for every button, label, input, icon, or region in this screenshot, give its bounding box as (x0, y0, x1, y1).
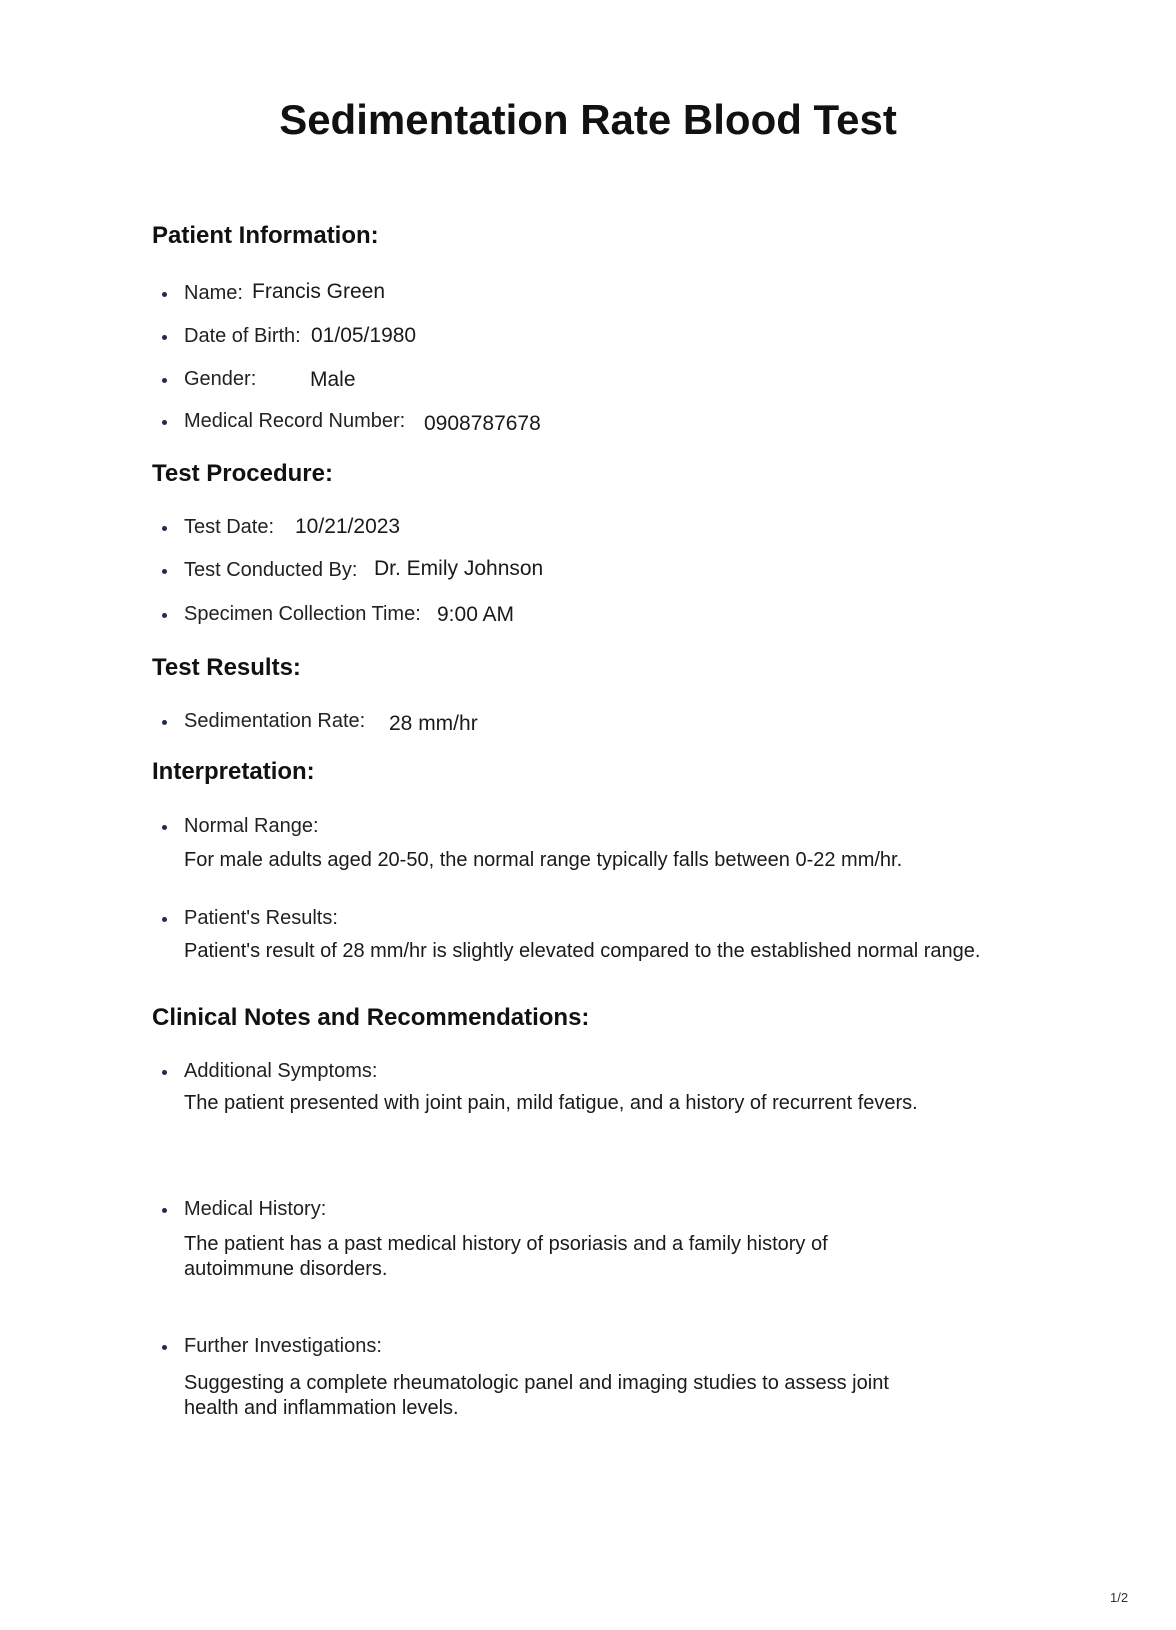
value-date-of-birth: 01/05/1980 (311, 324, 417, 347)
label-additional-symptoms: Additional Symptoms: (184, 1060, 378, 1082)
label-name: Name: (184, 282, 243, 304)
label-further-investigations: Further Investigations: (184, 1335, 382, 1357)
label-test-date: Test Date: (184, 516, 275, 538)
page-number: 1/2 (1110, 1590, 1129, 1605)
heading-interpretation: Interpretation: (152, 758, 315, 785)
heading-clinical-notes: Clinical Notes and Recommendations: (152, 1004, 590, 1031)
heading-test-results: Test Results: (152, 654, 301, 681)
value-name: Francis Green (252, 280, 386, 303)
label-patients-results: Patient's Results: (184, 907, 338, 929)
text-additional-symptoms: The patient presented with joint pain, mild fatigue, and a history of recurrent fevers. (184, 1092, 918, 1114)
text-medical-history: The patient has a past medical history of psoriasis and a family history of autoimmune disorders. (184, 1233, 828, 1280)
text-patients-results: Patient's result of 28 mm/hr is slightly elevated compared to the established normal range. (184, 940, 981, 962)
label-medical-record-number: Medical Record Number: (184, 410, 406, 432)
value-sedimentation-rate: 28 mm/hr (389, 712, 478, 735)
value-test-date: 10/21/2023 (295, 515, 401, 538)
text-further-investigations: Suggesting a complete rheumatologic panel and imaging studies to assess joint health and inflammation levels. (184, 1372, 889, 1419)
label-specimen-collection-time: Specimen Collection Time: (184, 603, 421, 625)
heading-test-procedure: Test Procedure: (152, 460, 333, 487)
label-date-of-birth: Date of Birth: (184, 325, 301, 347)
value-gender: Male (310, 368, 356, 391)
label-test-conducted-by: Test Conducted By: (184, 559, 358, 581)
label-normal-range: Normal Range: (184, 815, 319, 837)
value-test-conducted-by: Dr. Emily Johnson (374, 557, 544, 580)
label-medical-history: Medical History: (184, 1198, 327, 1220)
text-normal-range: For male adults aged 20-50, the normal range typically falls between 0-22 mm/hr. (184, 849, 903, 871)
value-medical-record-number: 0908787678 (424, 412, 541, 435)
document-title: Sedimentation Rate Blood Test (279, 96, 897, 143)
value-specimen-collection-time: 9:00 AM (437, 603, 515, 626)
label-gender: Gender: (184, 368, 257, 390)
label-sedimentation-rate: Sedimentation Rate: (184, 710, 366, 732)
heading-patient-information: Patient Information: (152, 222, 379, 249)
